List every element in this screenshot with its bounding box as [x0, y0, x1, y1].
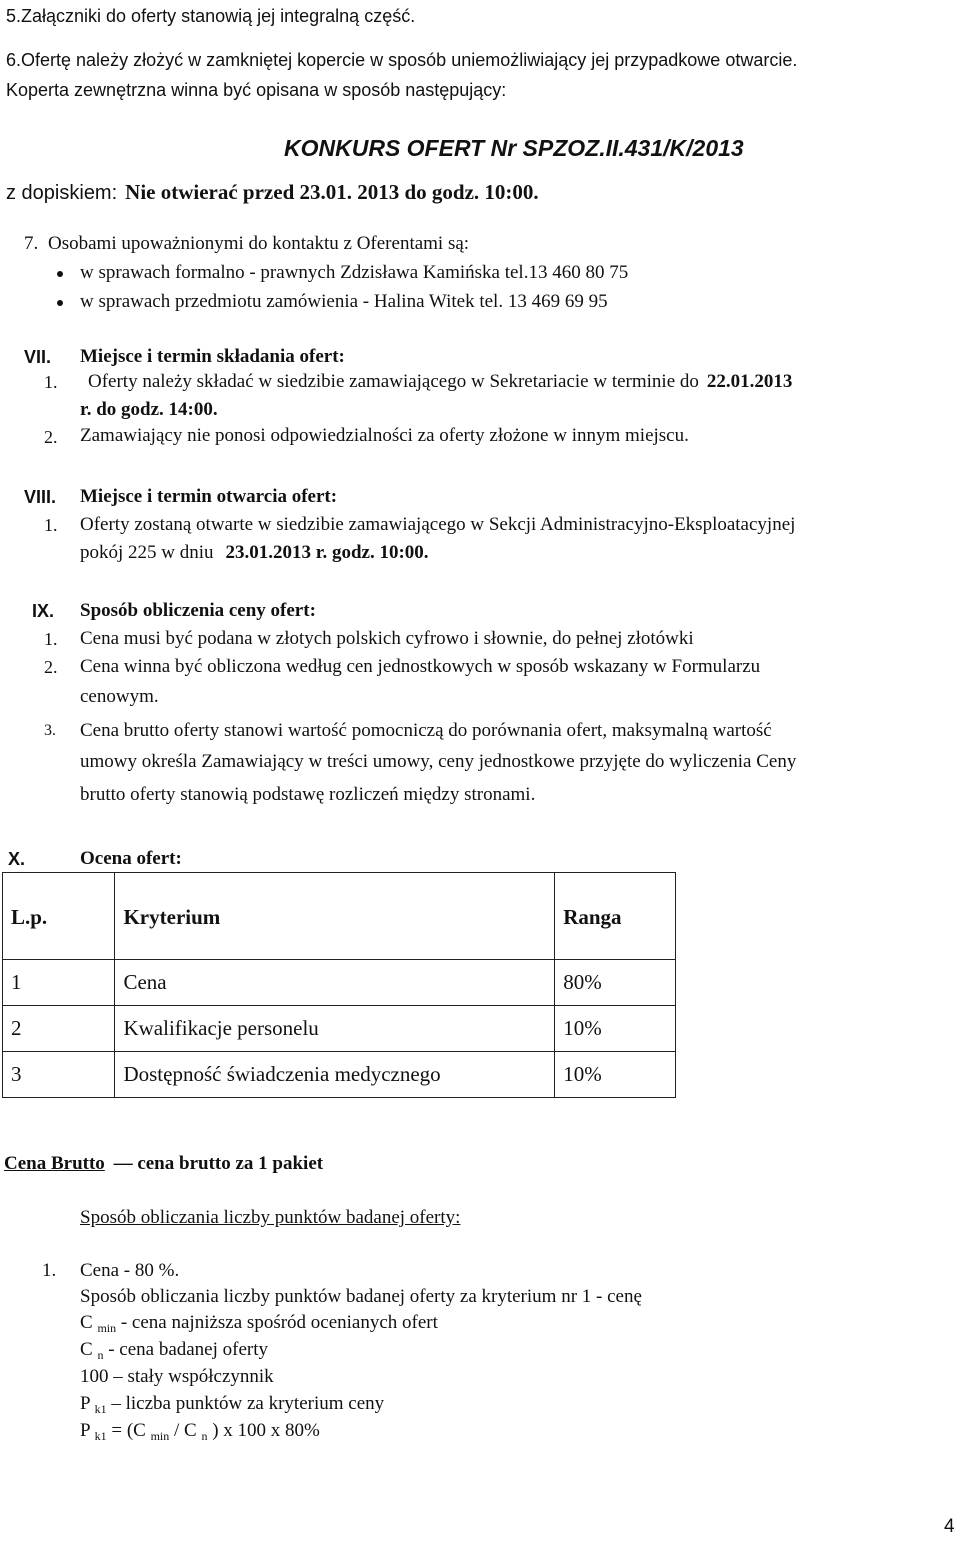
definition-p-k1-text: – liczba punktów za kryterium ceny	[111, 1393, 385, 1414]
row-weight: 10%	[555, 1052, 676, 1098]
section-ix-item-2-text: Cena winna być obliczona według cen jednostkowych w sposób wskazany w Formularzu	[80, 656, 761, 677]
row-criterion: Kwalifikacje personelu	[115, 1006, 555, 1052]
section-viii-date: 23.01.2013 r. godz. 10:00.	[225, 542, 429, 563]
row-criterion: Cena	[115, 960, 555, 1006]
definition-coefficient: 100 – stały współczynnik	[80, 1366, 274, 1387]
row-lp: 2	[3, 1006, 115, 1052]
scoring-item-1-number: 1.	[42, 1260, 57, 1281]
bullet-icon	[57, 300, 63, 306]
scoring-method-title: Sposób obliczania liczby punktów badanej oferty:	[80, 1207, 461, 1228]
section-ix-item-1-number: 1.	[44, 629, 58, 649]
section-ix-number: IX.	[32, 601, 55, 621]
formula-end: ) x 100 x 80%	[212, 1420, 320, 1441]
price-formula	[80, 1420, 320, 1442]
section-7-number: 7.	[24, 233, 39, 254]
row-lp: 3	[3, 1052, 115, 1098]
section-vii-item-1	[88, 371, 792, 393]
section-ix-item-2-continuation: cenowym.	[80, 686, 159, 707]
section-ix-item-3-line-2: umowy określa Zamawiający w treści umowy, ceny jednostkowe przyjęte do wyliczenia Ceny	[80, 751, 797, 772]
envelope-note-prefix: z dopiskiem:	[6, 182, 118, 204]
section-vii-item-2-number: 2.	[44, 427, 58, 447]
intro-item-6: 6.Ofertę należy złożyć w zamkniętej kopercie w sposób uniemożliwiający jej przypadkowe otwarcie.	[6, 50, 798, 70]
symbol-c: C	[80, 1312, 93, 1333]
envelope-note	[6, 180, 539, 205]
symbol-p: P	[80, 1393, 90, 1414]
price-heading-rest: — cena brutto za 1 pakiet	[113, 1153, 324, 1174]
section-ix-item-1-text: Cena musi być podana w złotych polskich cyfrowo i słownie, do pełnej złotówki	[80, 628, 694, 649]
formula-divide: / C	[174, 1420, 197, 1441]
scoring-item-1-text: Cena - 80 %.	[80, 1260, 180, 1281]
formula-equals: = (C	[111, 1420, 146, 1441]
section-ix-item-2-number: 2.	[44, 657, 58, 677]
row-weight: 10%	[555, 1006, 676, 1052]
scoring-criterion-1-description: Sposób obliczania liczby punktów badanej oferty za kryterium nr 1 - cenę	[80, 1286, 642, 1307]
section-vii-item-1-text: Oferty należy składać w siedzibie zamawiającego w Sekretariacie w terminie do	[88, 371, 699, 392]
section-viii-item-1-text: Oferty zostaną otwarte w siedzibie zamawiającego w Sekcji Administracyjno-Eksploatacyjnej	[80, 514, 796, 535]
price-heading-label: Cena Brutto	[4, 1153, 105, 1174]
contact-subject-matter: w sprawach przedmiotu zamówienia - Halina Witek tel. 13 469 69 95	[80, 291, 608, 312]
symbol-c: C	[80, 1339, 93, 1360]
bullet-icon	[57, 271, 63, 277]
section-vii-item-1-time: r. do godz. 14:00.	[80, 399, 218, 420]
formula-subscript-k1: k1	[94, 1429, 107, 1443]
definition-c-min-text: - cena najniższa spośród ocenianych ofert	[120, 1312, 438, 1333]
intro-item-6-continuation: Koperta zewnętrzna winna być opisana w sposób następujący:	[6, 80, 507, 100]
section-ix-item-3-number: 3.	[44, 722, 56, 739]
table-row	[3, 1006, 676, 1052]
formula-subscript-n: n	[201, 1429, 208, 1443]
section-vii-item-2-text: Zamawiający nie ponosi odpowiedzialności za oferty złożone w innym miejscu.	[80, 425, 689, 446]
section-ix-title: Sposób obliczenia ceny ofert:	[80, 600, 316, 621]
section-viii-number: VIII.	[24, 487, 57, 507]
definition-c-n	[80, 1339, 268, 1361]
header-lp: L.p.	[3, 873, 115, 960]
header-criterion: Kryterium	[115, 873, 555, 960]
section-viii-room: pokój 225 w dniu	[80, 542, 214, 563]
definition-c-n-text: - cena badanej oferty	[108, 1339, 269, 1360]
formula-subscript-min: min	[150, 1429, 170, 1443]
row-lp: 1	[3, 960, 115, 1006]
section-7-title: Osobami upoważnionymi do kontaktu z Oferentami są:	[48, 233, 470, 254]
criteria-table	[2, 872, 676, 1098]
section-viii-item-1-line-2	[80, 542, 429, 564]
page-number: 4	[944, 1516, 955, 1537]
table-header-row	[3, 873, 676, 960]
row-weight: 80%	[555, 960, 676, 1006]
section-vii-number: VII.	[24, 347, 52, 367]
envelope-title: KONKURS OFERT Nr SPZOZ.II.431/K/2013	[284, 135, 744, 161]
section-ix-item-3-line-3: brutto oferty stanowią podstawę rozliczeń między stronami.	[80, 784, 536, 805]
envelope-note-text: Nie otwierać przed 23.01. 2013 do godz. 10:00.	[125, 180, 539, 204]
contact-formal-legal: w sprawach formalno - prawnych Zdzisława Kamińska tel.13 460 80 75	[80, 262, 629, 283]
section-vii-item-1-number: 1.	[44, 372, 58, 392]
subscript-min: min	[97, 1321, 117, 1335]
table-row	[3, 1052, 676, 1098]
definition-c-min	[80, 1312, 438, 1334]
table-row	[3, 960, 676, 1006]
row-criterion: Dostępność świadczenia medycznego	[115, 1052, 555, 1098]
subscript-n: n	[97, 1348, 104, 1362]
section-x-title: Ocena ofert:	[80, 848, 182, 869]
subscript-k1: k1	[94, 1402, 107, 1416]
price-heading	[4, 1153, 323, 1175]
definition-p-k1	[80, 1393, 384, 1415]
intro-item-5: 5.Załączniki do oferty stanowią jej integralną część.	[6, 6, 416, 26]
section-ix-item-3-line-1: Cena brutto oferty stanowi wartość pomocniczą do porównania ofert, maksymalną wartość	[80, 720, 772, 741]
formula-p: P	[80, 1420, 90, 1441]
section-vii-title: Miejsce i termin składania ofert:	[80, 346, 345, 367]
section-viii-title: Miejsce i termin otwarcia ofert:	[80, 486, 338, 507]
section-vii-item-1-date: 22.01.2013	[706, 371, 793, 392]
header-weight: Ranga	[555, 873, 676, 960]
section-x-number: X.	[8, 849, 26, 869]
section-viii-item-1-number: 1.	[44, 515, 58, 535]
